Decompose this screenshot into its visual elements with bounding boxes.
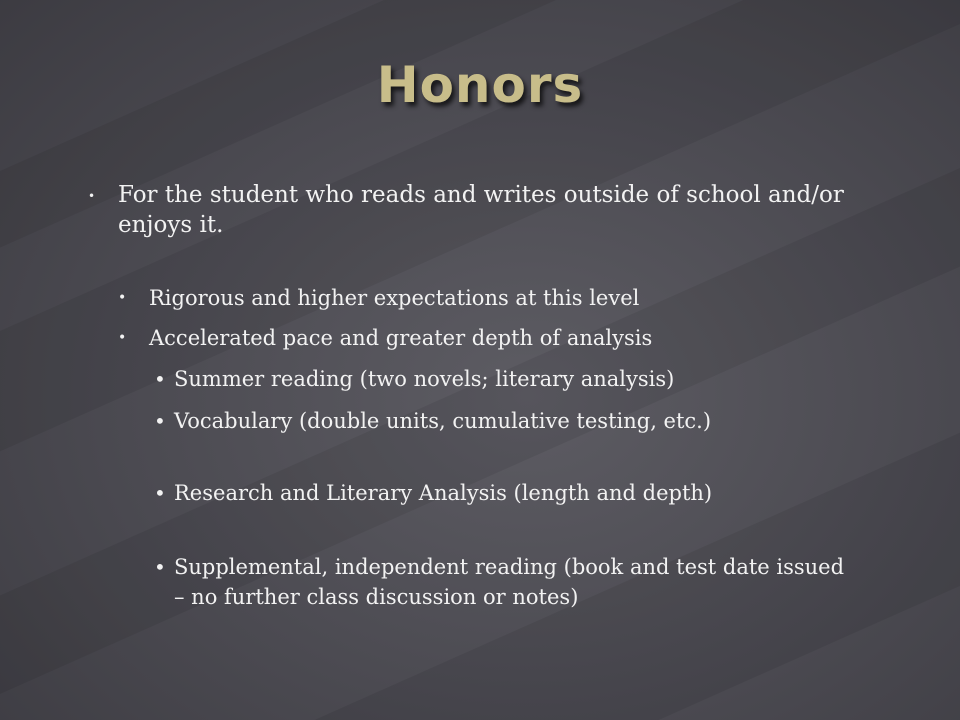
bullet-item: [154, 406, 854, 436]
bullet-text: Research and Literary Analysis (length and depth): [174, 481, 713, 505]
bullet-icon: •: [118, 290, 127, 306]
bullet-item: [88, 180, 888, 240]
bullet-icon: •: [88, 189, 96, 203]
bullet-item: [118, 322, 838, 354]
bullet-icon: •: [154, 481, 166, 505]
bullet-text: Summer reading (two novels; literary analysis): [174, 367, 675, 391]
bullet-item: [118, 282, 838, 314]
bullet-icon: •: [154, 409, 166, 433]
bullet-item: [154, 478, 854, 508]
bullet-icon: •: [154, 367, 166, 391]
bullet-icon: •: [154, 555, 166, 579]
bullet-item: [154, 364, 854, 394]
bullet-item: [154, 552, 854, 612]
bullet-text: Supplemental, independent reading (book and test date issued – no further class discussion or notes): [174, 555, 845, 609]
bullet-text: Accelerated pace and greater depth of analysis: [149, 326, 653, 350]
slide-title: Honors: [376, 56, 584, 114]
bullet-text: For the student who reads and writes outside of school and/or enjoys it.: [118, 182, 844, 238]
bullet-text: Vocabulary (double units, cumulative testing, etc.): [174, 409, 712, 433]
bullet-text: Rigorous and higher expectations at this level: [149, 286, 640, 310]
bullet-icon: •: [118, 330, 127, 346]
